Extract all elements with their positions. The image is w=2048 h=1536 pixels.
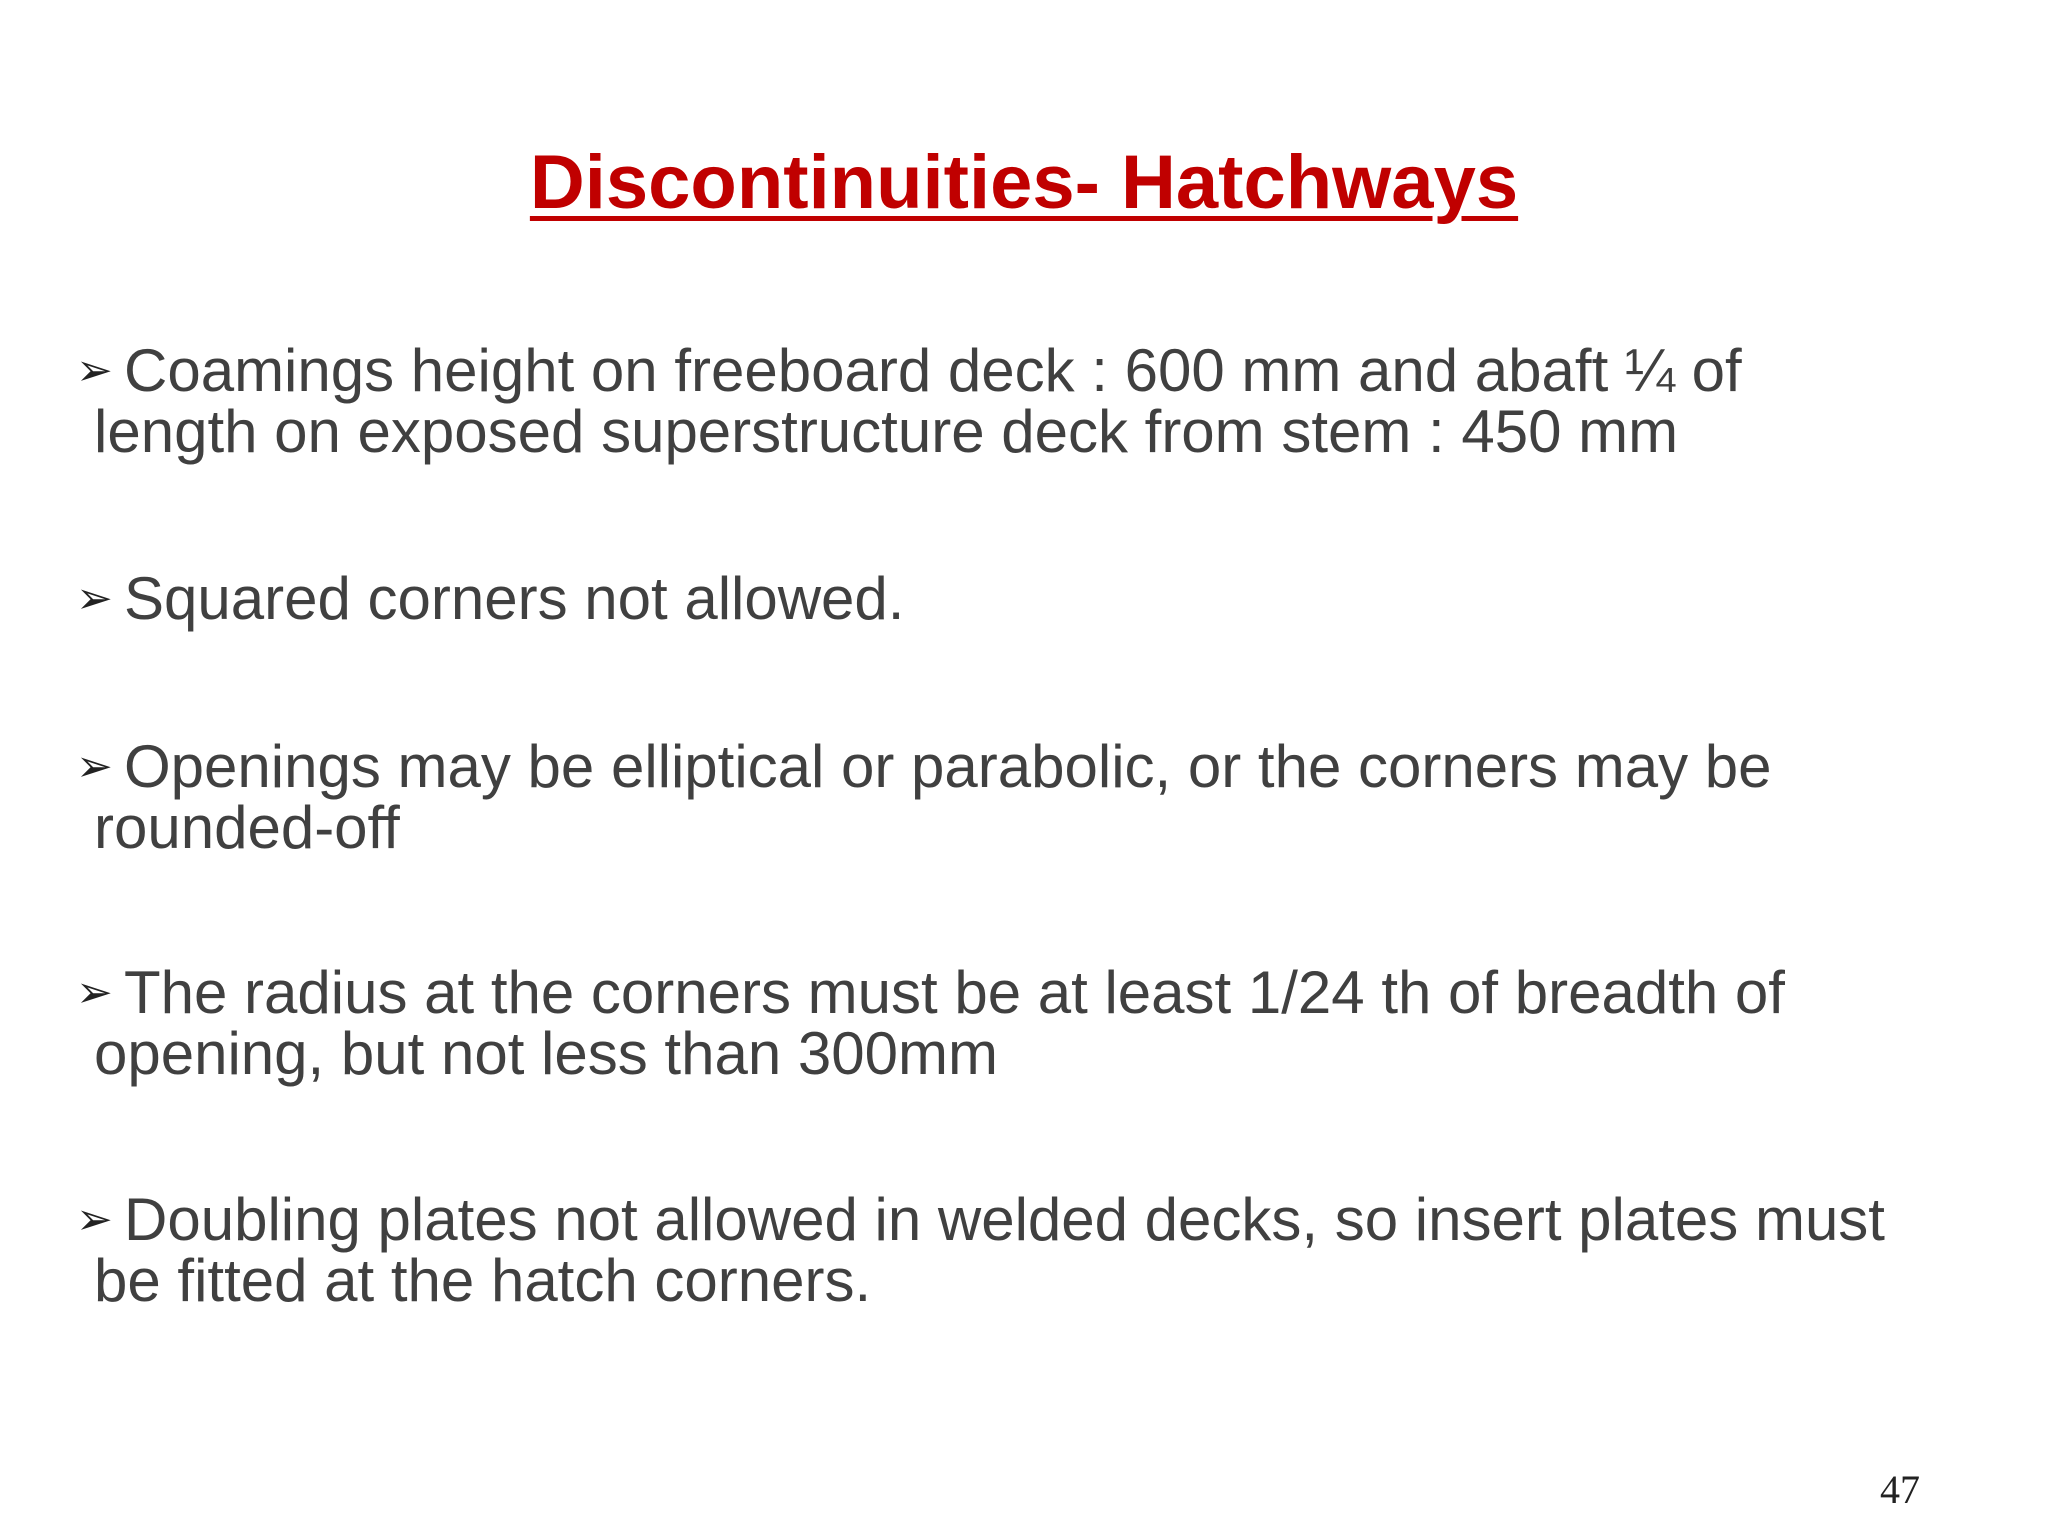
arrowhead-bullet-icon: ➢ <box>76 1194 113 1245</box>
arrowhead-bullet-icon: ➢ <box>76 741 113 792</box>
bullet-text-line2: rounded-off <box>94 794 400 861</box>
bullet-text-line1: Doubling plates not allowed in welded decks, so insert plates must <box>124 1186 1885 1253</box>
bullet-item <box>76 733 2006 861</box>
bullet-text-line1: Squared corners not allowed. <box>124 565 905 632</box>
bullet-text-line1: The radius at the corners must be at least 1/24 th of breadth of <box>124 959 1785 1026</box>
bullet-text-line2: be fitted at the hatch corners. <box>94 1247 872 1314</box>
arrowhead-bullet-icon: ➢ <box>76 967 113 1018</box>
arrowhead-bullet-icon: ➢ <box>76 573 113 624</box>
bullet-item <box>76 565 2006 632</box>
page-number: 47 <box>1880 1467 1920 1512</box>
bullet-item <box>76 959 2006 1087</box>
bullet-text-line2: opening, but not less than 300mm <box>94 1020 998 1087</box>
bullet-text-line1: Openings may be elliptical or parabolic, or the corners may be <box>124 733 1772 800</box>
bullet-text-line1: Coamings height on freeboard deck : 600 mm and abaft ¼ of <box>124 337 1742 404</box>
slide-title: Discontinuities- Hatchways <box>529 140 1519 225</box>
bullet-item <box>76 337 2006 465</box>
bullet-text-line2: length on exposed superstructure deck from stem : 450 mm <box>94 398 1679 465</box>
arrowhead-bullet-icon: ➢ <box>76 345 113 396</box>
bullet-item <box>76 1186 2006 1314</box>
